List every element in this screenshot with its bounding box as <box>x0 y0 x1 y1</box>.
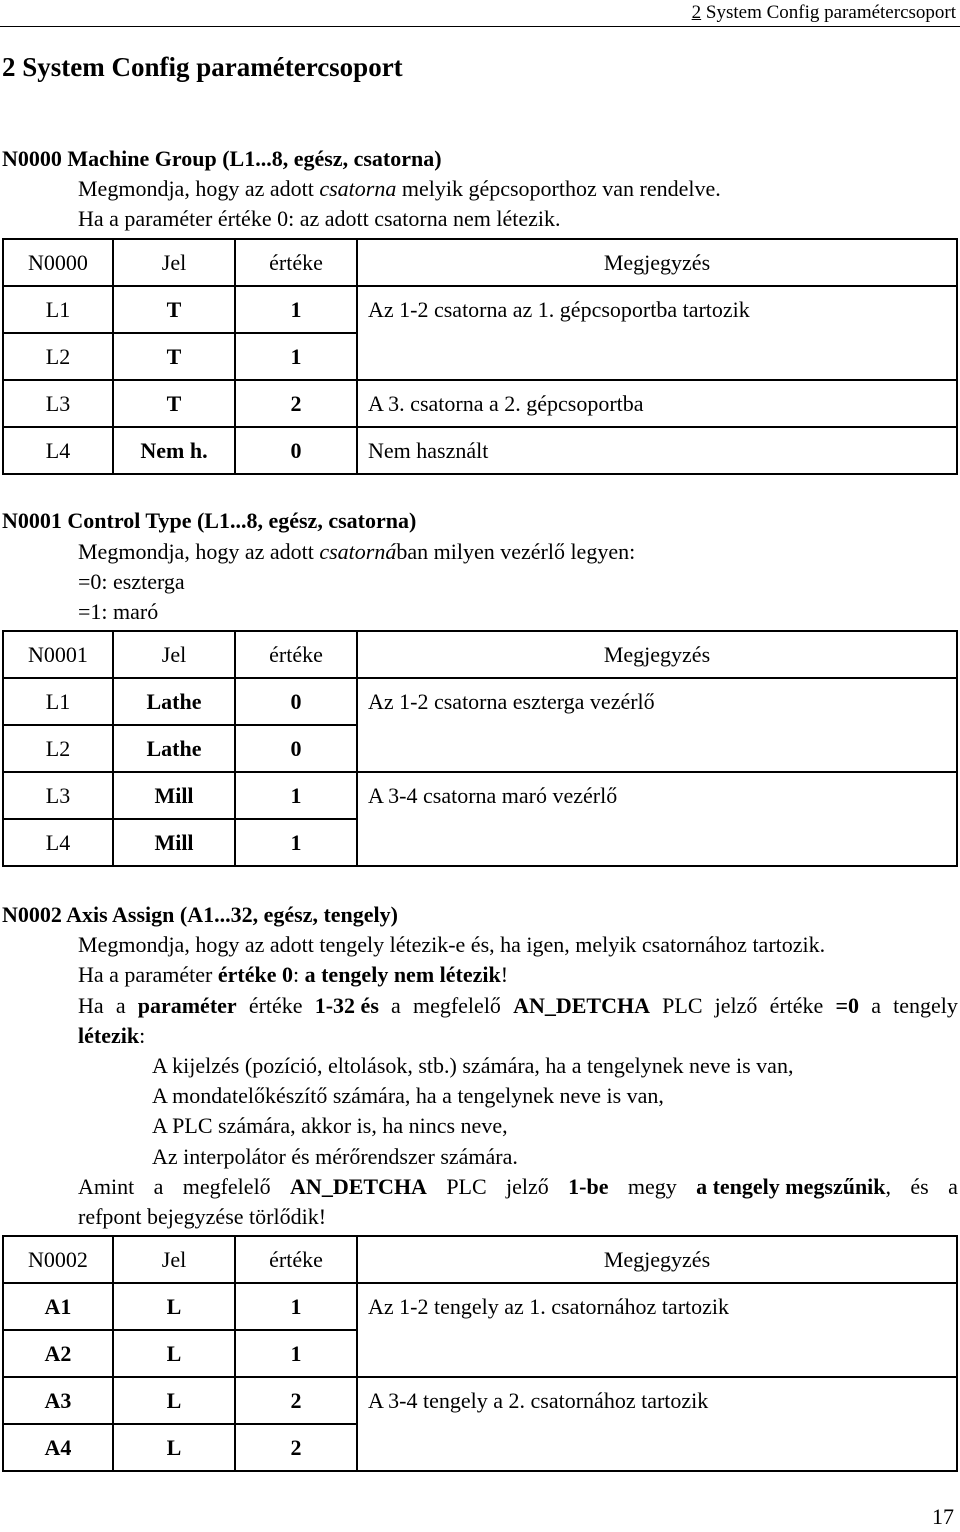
header-rule <box>0 26 960 27</box>
table-row <box>3 427 957 474</box>
cell-jel: L <box>113 1330 235 1377</box>
col-header: N0001 <box>3 631 113 678</box>
n0002-table <box>2 1235 958 1472</box>
col-header: értéke <box>235 1236 357 1283</box>
n0000-desc-1: Megmondja, hogy az adott csatorna melyik gépcsoporthoz van rendelve. <box>78 176 721 201</box>
col-header: Megjegyzés <box>357 1236 957 1283</box>
cell-value: 1 <box>235 1283 357 1330</box>
cell-note: Az 1-2 csatorna az 1. gépcsoportba tartozik <box>357 286 957 380</box>
table-row <box>3 772 957 819</box>
cell-jel: Lathe <box>113 725 235 772</box>
cell-jel: T <box>113 286 235 333</box>
n0002-indent-1: A kijelzés (pozíció, eltolások, stb.) számára, ha a tengelynek neve is van, <box>152 1053 794 1078</box>
cell-jel: L <box>113 1377 235 1424</box>
cell-id: L4 <box>3 427 113 474</box>
cell-id: A3 <box>3 1377 113 1424</box>
cell-value: 2 <box>235 1377 357 1424</box>
n0000-heading: N0000 Machine Group (L1...8, egész, csatorna) <box>2 146 442 171</box>
col-header: N0000 <box>3 239 113 286</box>
cell-id: A2 <box>3 1330 113 1377</box>
table-header-row <box>3 239 957 286</box>
cell-value: 1 <box>235 772 357 819</box>
cell-jel: Nem h. <box>113 427 235 474</box>
cell-id: L3 <box>3 772 113 819</box>
n0001-table <box>2 630 958 867</box>
cell-jel: Lathe <box>113 678 235 725</box>
n0002-heading: N0002 Axis Assign (A1...32, egész, tengely) <box>2 902 398 927</box>
cell-id: L2 <box>3 333 113 380</box>
running-header <box>692 2 956 24</box>
col-header: N0002 <box>3 1236 113 1283</box>
table-row <box>3 380 957 427</box>
cell-jel: L <box>113 1424 235 1471</box>
n0002-desc-4: létezik: <box>78 1023 146 1048</box>
table-header-row <box>3 1236 957 1283</box>
cell-jel: Mill <box>113 772 235 819</box>
cell-value: 1 <box>235 286 357 333</box>
cell-value: 2 <box>235 1424 357 1471</box>
col-header: Jel <box>113 239 235 286</box>
cell-note: Az 1-2 tengely az 1. csatornához tartozik <box>357 1283 957 1377</box>
cell-id: A4 <box>3 1424 113 1471</box>
cell-value: 0 <box>235 427 357 474</box>
cell-jel: T <box>113 333 235 380</box>
cell-id: L1 <box>3 678 113 725</box>
n0002-desc-6: refpont bejegyzése törlődik! <box>78 1204 327 1229</box>
page-title: 2 System Config paramétercsoport <box>2 52 403 82</box>
n0002-desc-5: Amint a megfelelő AN_DETCHA PLC jelző 1-be megy a tengely megszűnik, és a <box>78 1174 958 1199</box>
n0001-desc-1: Megmondja, hogy az adott csatornában milyen vezérlő legyen: <box>78 539 636 564</box>
col-header: Megjegyzés <box>357 239 957 286</box>
col-header: értéke <box>235 631 357 678</box>
n0000-table <box>2 238 958 475</box>
cell-note: A 3-4 tengely a 2. csatornához tartozik <box>357 1377 957 1471</box>
col-header: Jel <box>113 1236 235 1283</box>
n0002-desc-1: Megmondja, hogy az adott tengely létezik-e és, ha igen, melyik csatornához tartozik. <box>78 932 826 957</box>
cell-value: 0 <box>235 725 357 772</box>
n0002-indent-3: A PLC számára, akkor is, ha nincs neve, <box>152 1113 508 1138</box>
n0001-desc-3: =1: maró <box>78 599 159 624</box>
cell-id: L4 <box>3 819 113 866</box>
header-text: System Config paramétercsoport <box>705 2 956 23</box>
cell-note: A 3. csatorna a 2. gépcsoportba <box>357 380 957 427</box>
cell-value: 0 <box>235 678 357 725</box>
n0000-desc-2: Ha a paraméter értéke 0: az adott csatorna nem létezik. <box>78 206 561 231</box>
table-row <box>3 678 957 725</box>
cell-jel: T <box>113 380 235 427</box>
cell-jel: Mill <box>113 819 235 866</box>
cell-value: 2 <box>235 380 357 427</box>
table-header-row <box>3 631 957 678</box>
n0001-desc-2: =0: eszterga <box>78 569 185 594</box>
cell-note: A 3-4 csatorna maró vezérlő <box>357 772 957 866</box>
cell-note: Az 1-2 csatorna eszterga vezérlő <box>357 678 957 772</box>
cell-value: 1 <box>235 1330 357 1377</box>
n0002-desc-3: Ha a paraméter értéke 1-32 és a megfelelő AN_DETCHA PLC jelző értéke =0 a tengely <box>78 993 958 1018</box>
col-header: értéke <box>235 239 357 286</box>
cell-value: 1 <box>235 819 357 866</box>
n0002-indent-2: A mondatelőkészítő számára, ha a tengelynek neve is van, <box>152 1083 664 1108</box>
table-row <box>3 286 957 333</box>
table-row <box>3 1283 957 1330</box>
cell-note: Nem használt <box>357 427 957 474</box>
col-header: Jel <box>113 631 235 678</box>
page-number: 17 <box>932 1504 954 1529</box>
header-section-link[interactable]: 2 <box>691 2 702 23</box>
col-header: Megjegyzés <box>357 631 957 678</box>
cell-id: A1 <box>3 1283 113 1330</box>
cell-value: 1 <box>235 333 357 380</box>
n0002-desc-2: Ha a paraméter értéke 0: a tengely nem létezik! <box>78 962 509 987</box>
cell-id: L2 <box>3 725 113 772</box>
table-row <box>3 1377 957 1424</box>
n0002-indent-4: Az interpolátor és mérőrendszer számára. <box>152 1144 518 1169</box>
cell-jel: L <box>113 1283 235 1330</box>
n0001-heading: N0001 Control Type (L1...8, egész, csatorna) <box>2 508 417 533</box>
cell-id: L3 <box>3 380 113 427</box>
cell-id: L1 <box>3 286 113 333</box>
